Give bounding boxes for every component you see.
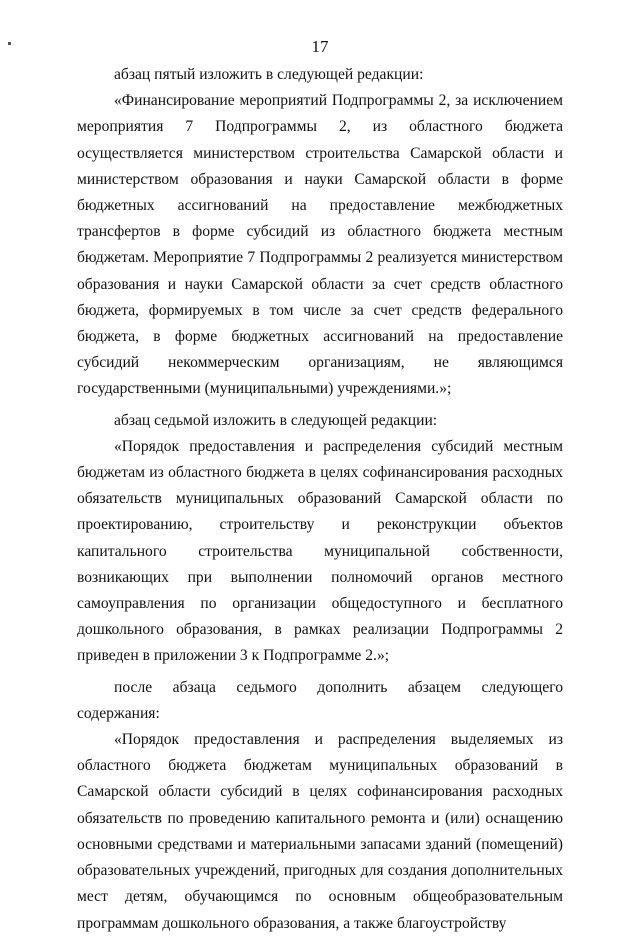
page-number: 17	[311, 37, 329, 56]
procedure-repair-paragraph: «Порядок предоставления и распределения выделяемых из областного бюджета бюджетам муниципальных образований в Самарской области субсидий в целях софинансирования расходных обязательств по проведению капитального ремонта и (или) оснащению основными средствами и материальными запасами зданий (помещений) образовательных учреждений, пригодных для создания дополнительных мест детям, обучающимся по основным общеобразовательным программам дошкольного образования, а также благоустройству	[77, 731, 563, 932]
document-body	[77, 62, 563, 937]
instruction-paragraph-5: абзац пятый изложить в следующей редакции:	[114, 66, 424, 83]
instruction-add-paragraph: после абзаца седьмого дополнить абзацем следующего содержания:	[77, 678, 563, 722]
instruction-paragraph-7: абзац седьмой изложить в следующей редакции:	[114, 411, 438, 429]
procedure-subsidies-paragraph: «Порядок предоставления и распределения субсидий местным бюджетам из областного бюджета в целях софинансирования расходных обязательств муниципальных образований Самарской области по проектированию, строительству и реконструкции объектов капитального строительства муниципальной собственности, возникающих при выполнении полномочий органов местного самоуправления по организации общедоступного и бесплатного дошкольного образования, в рамках реализации Подпрограммы 2 приведен в приложении 3 к Подпрограмме 2.»;	[77, 437, 563, 665]
financing-paragraph: «Финансирование мероприятий Подпрограммы 2, за исключением мероприятия 7 Подпрограммы 2, из областного бюджета осуществляется министерством строительства Самарской области и министерством образования и науки Самарской области в форме бюджетных ассигнований на предоставление межбюджетных трансфертов в форме субсидий из областного бюджета местным бюджетам. Мероприятие 7 Подпрограммы 2 реализуется министерством образования и науки Самарской области за счет средств областного бюджета, формируемых в том числе за счет средств федерального бюджета, в форме бюджетных ассигнований на предоставление субсидий некоммерческим организациям, не являющимся государственными (муниципальными) учреждениями.»;	[77, 92, 563, 398]
